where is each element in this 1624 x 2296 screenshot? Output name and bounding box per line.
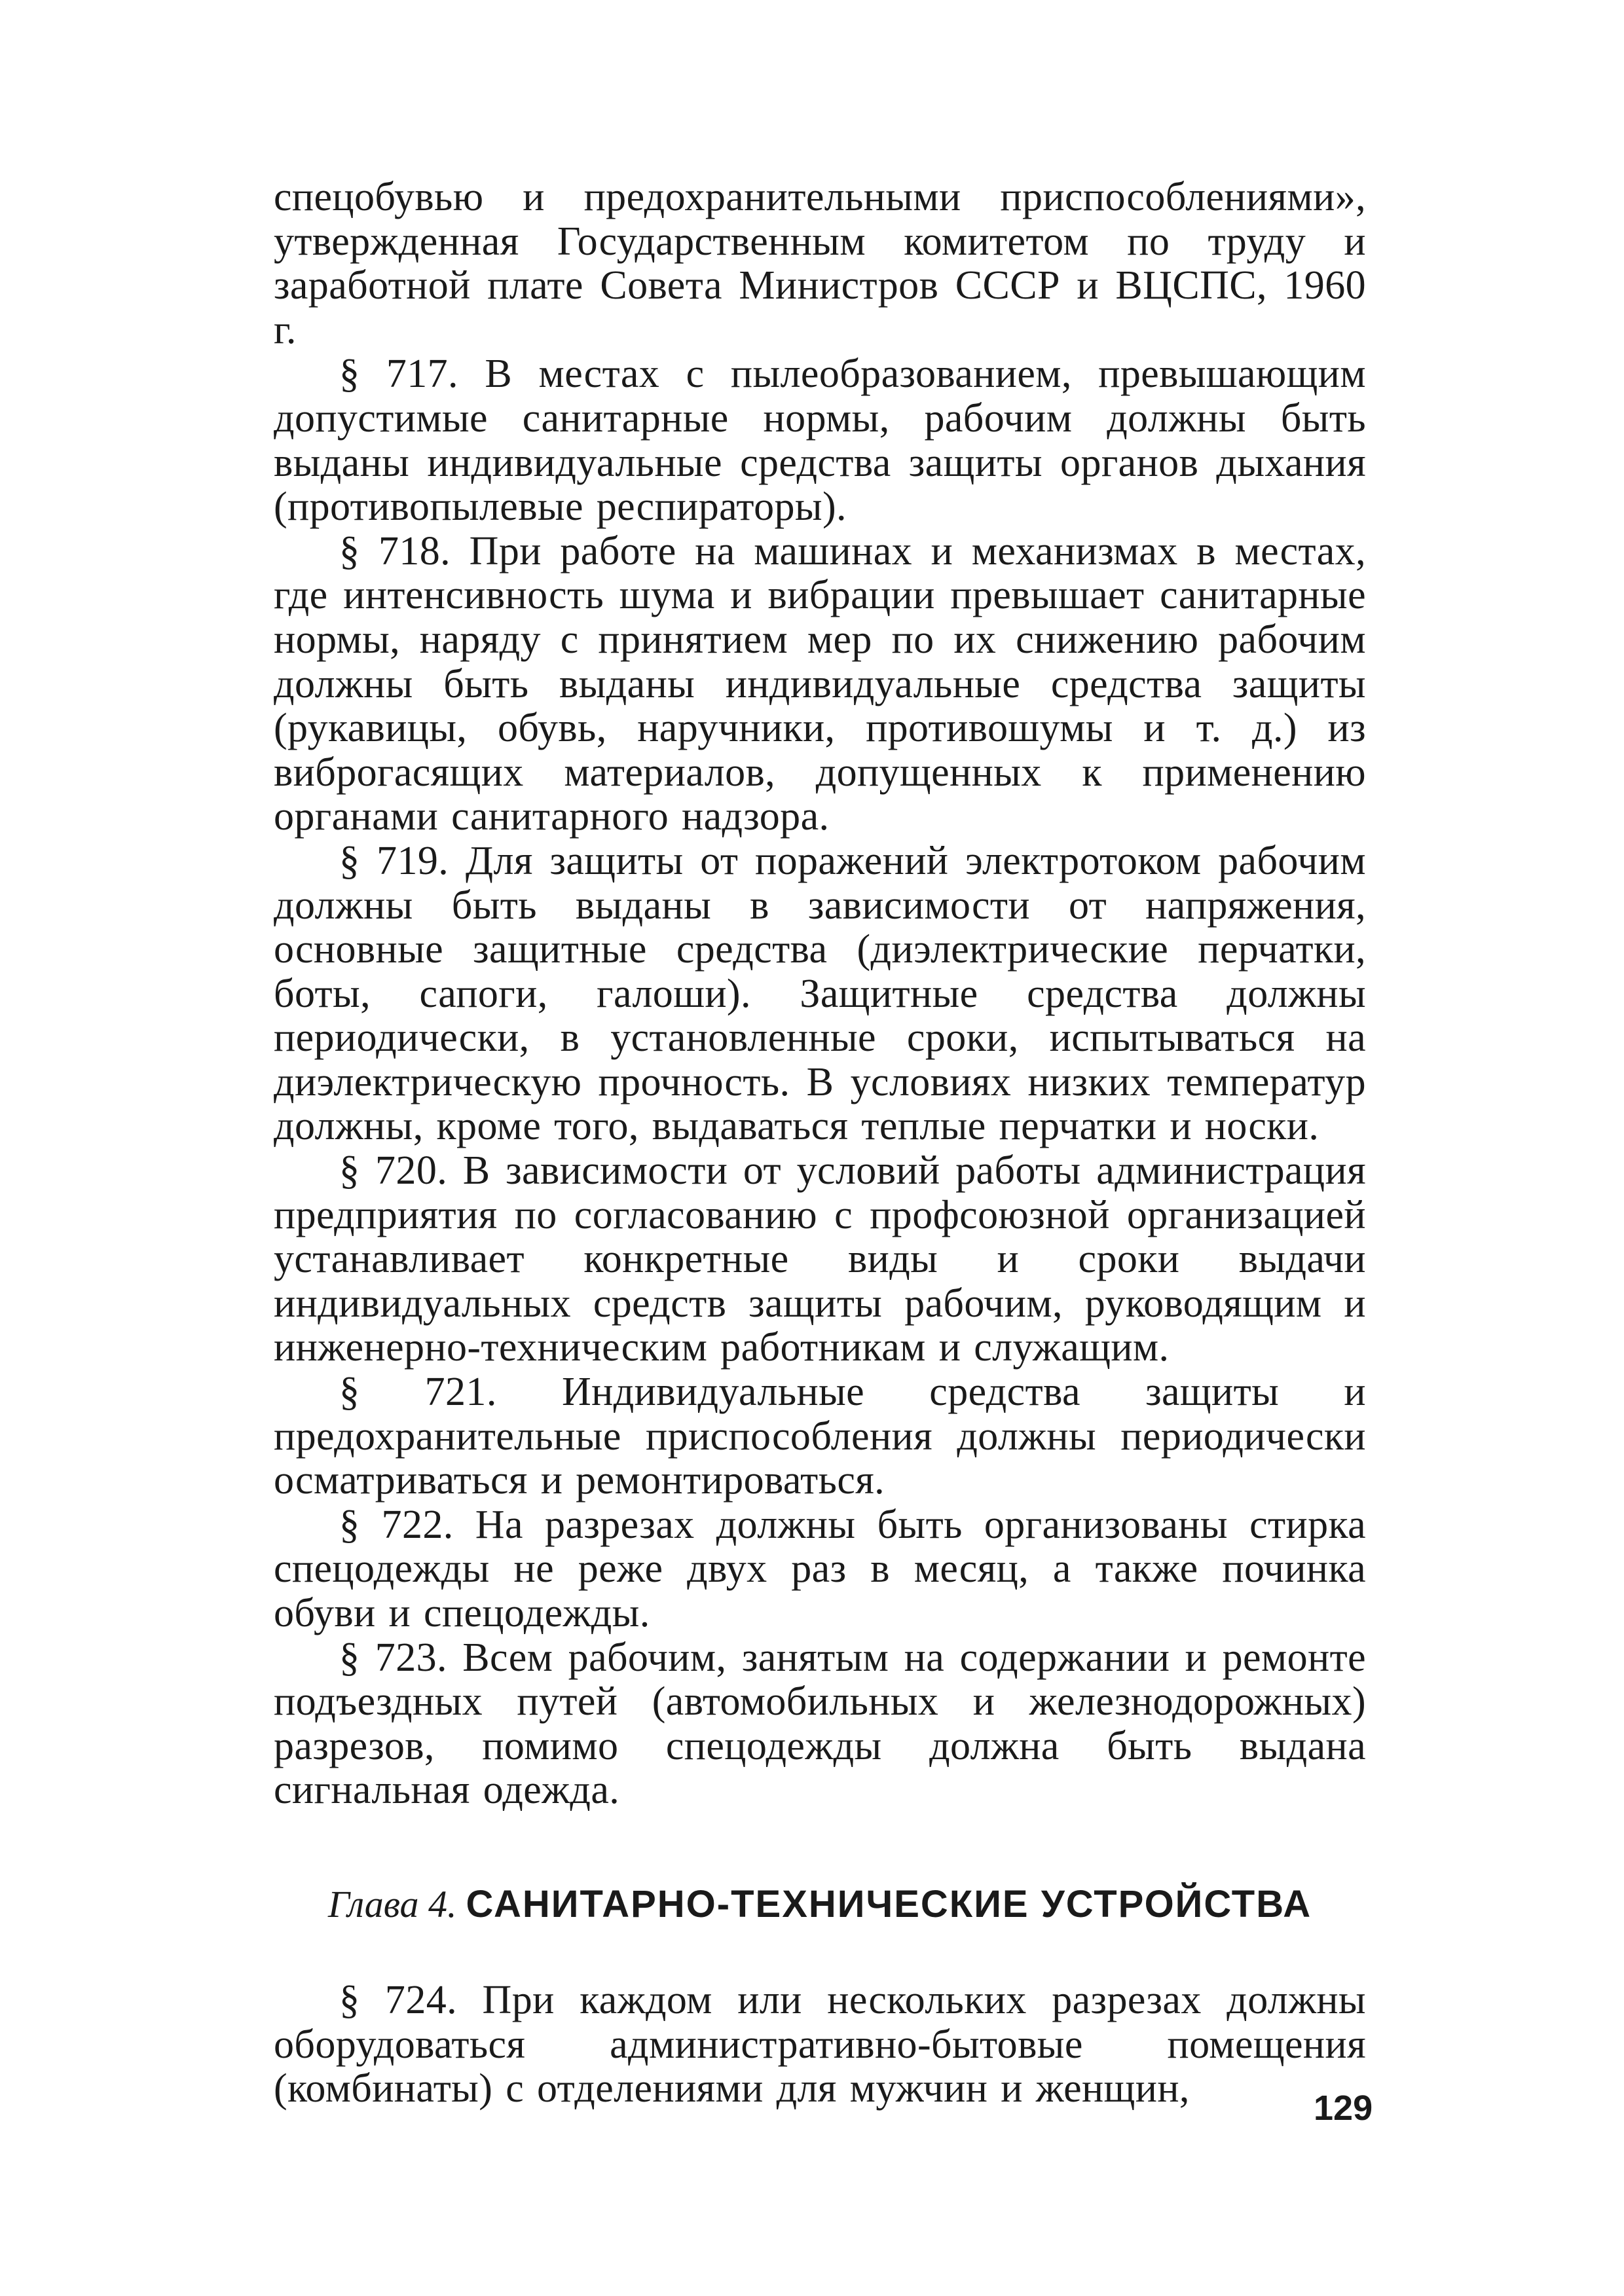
paragraph-718: § 718. При работе на машинах и механизмах в местах, где интенсивность шума и вибрации превышает санитарные нормы, наряду с принятием мер по их снижению рабочим должны быть выданы индивидуальные средства защиты (рукавицы, обувь, наручники, противошумы и т. д.) из виброгасящих материалов, допущенных к применению органами санитарного надзора. [274,528,1366,839]
paragraph-720: § 720. В зависимости от условий работы администрация предприятия по согласованию с профсоюзной организацией устанавливает конкретные виды и сроки выдачи индивидуальных средств защиты рабочим, руководящим и инженерно-техническим работникам и служащим. [274,1148,1366,1370]
chapter-title: САНИТАРНО-ТЕХНИЧЕСКИЕ УСТРОЙСТВА [466,1882,1312,1925]
paragraph-continuation: спецобувью и предохранительными приспособлениями», утвержденная Государственным комитетом по труду и заработной плате Совета Министров СССР и ВЦСПС, 1960 г. [274,175,1366,352]
page-body [274,175,1366,2111]
paragraph-722: § 722. На разрезах должны быть организованы стирка спецодежды не реже двух раз в месяц, а также починка обуви и спецодежды. [274,1502,1366,1635]
chapter-heading [274,1882,1366,1927]
chapter-label: Глава 4. [327,1882,457,1925]
paragraph-717: § 717. В местах с пылеобразованием, превышающим допустимые санитарные нормы, рабочим должны быть выданы индивидуальные средства защиты органов дыхания (противопылевые респираторы). [274,352,1366,530]
page-number: 129 [1314,2088,1373,2128]
paragraph-723: § 723. Всем рабочим, занятым на содержании и ремонте подъездных путей (автомобильных и железнодорожных) разрезов, помимо спецодежды должна быть выдана сигнальная одежда. [274,1635,1366,1813]
paragraph-719: § 719. Для защиты от поражений электротоком рабочим должны быть выданы в зависимости от напряжения, основные защитные средства (диэлектрические перчатки, боты, сапоги, галоши). Защитные средства должны периодически, в установленные сроки, испытываться на диэлектрическую прочность. В условиях низких температур должны, кроме того, выдаваться теплые перчатки и носки. [274,838,1366,1149]
paragraph-724: § 724. При каждом или нескольких разрезах должны оборудоваться административно-бытовые помещения (комбинаты) с отделениями для мужчин и женщин, [274,1977,1366,2111]
paragraph-721: § 721. Индивидуальные средства защиты и предохранительные приспособления должны периодически осматриваться и ремонтироваться. [274,1370,1366,1503]
